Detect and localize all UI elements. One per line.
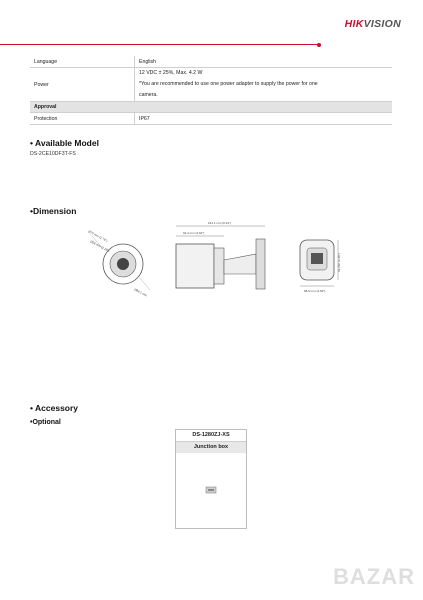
power-line-3: camera. <box>139 92 158 98</box>
diameter-a-label: Ø70 mm (2.76") <box>87 229 109 243</box>
front-view-drawing <box>88 229 150 297</box>
accessory-name: Junction box <box>176 442 246 453</box>
spec-value: IP67 <box>135 113 393 125</box>
body-length-label: 92.4 mm (3.64") <box>183 231 205 235</box>
optional-heading: •Optional <box>30 419 61 426</box>
spec-key: Power <box>30 68 135 102</box>
header-rule <box>0 44 318 45</box>
total-length-label: 161.1 mm (6.34") <box>208 221 232 225</box>
spec-group-label: Approval <box>30 102 392 113</box>
width-label: 68.9 mm (2.69") <box>304 289 326 293</box>
junction-box-image <box>176 453 246 529</box>
accessory-card <box>175 429 247 529</box>
diameter-b-label: Ø58 mm (2.28") <box>89 239 111 253</box>
header-rule-dot <box>317 43 321 47</box>
spec-value: English <box>135 56 393 68</box>
watermark: BAZAR <box>333 564 415 589</box>
accessory-model: DS-1280ZJ-XS <box>176 430 246 442</box>
spec-key: Language <box>30 56 135 68</box>
spec-value <box>135 68 393 102</box>
available-model-heading: • Available Model <box>30 138 99 148</box>
spec-row-language <box>30 56 392 68</box>
power-line-1: 12 VDC ± 25%, Max. 4.2 W <box>139 70 203 76</box>
power-line-2: *You are recommended to use one power adapter to supply the power for one <box>139 81 318 87</box>
accessory-heading: • Accessory <box>30 403 79 413</box>
spec-table <box>30 56 392 125</box>
height-label: 63 mm (2.48") <box>337 253 341 272</box>
spec-row-protection <box>30 113 392 125</box>
spec-key: Protection <box>30 113 135 125</box>
mount-label: Ø86.1 mm <box>133 287 148 298</box>
spec-group-approval <box>30 102 392 113</box>
dimension-drawing <box>87 214 341 304</box>
rear-view-drawing <box>300 240 341 293</box>
dimension-heading: •Dimension <box>30 206 77 216</box>
model-number: DS-2CE10DF3T-FS <box>30 151 76 157</box>
side-view-drawing <box>176 221 265 289</box>
hikvision-logo: HIKVISION <box>344 18 401 30</box>
spec-row-power <box>30 68 392 102</box>
